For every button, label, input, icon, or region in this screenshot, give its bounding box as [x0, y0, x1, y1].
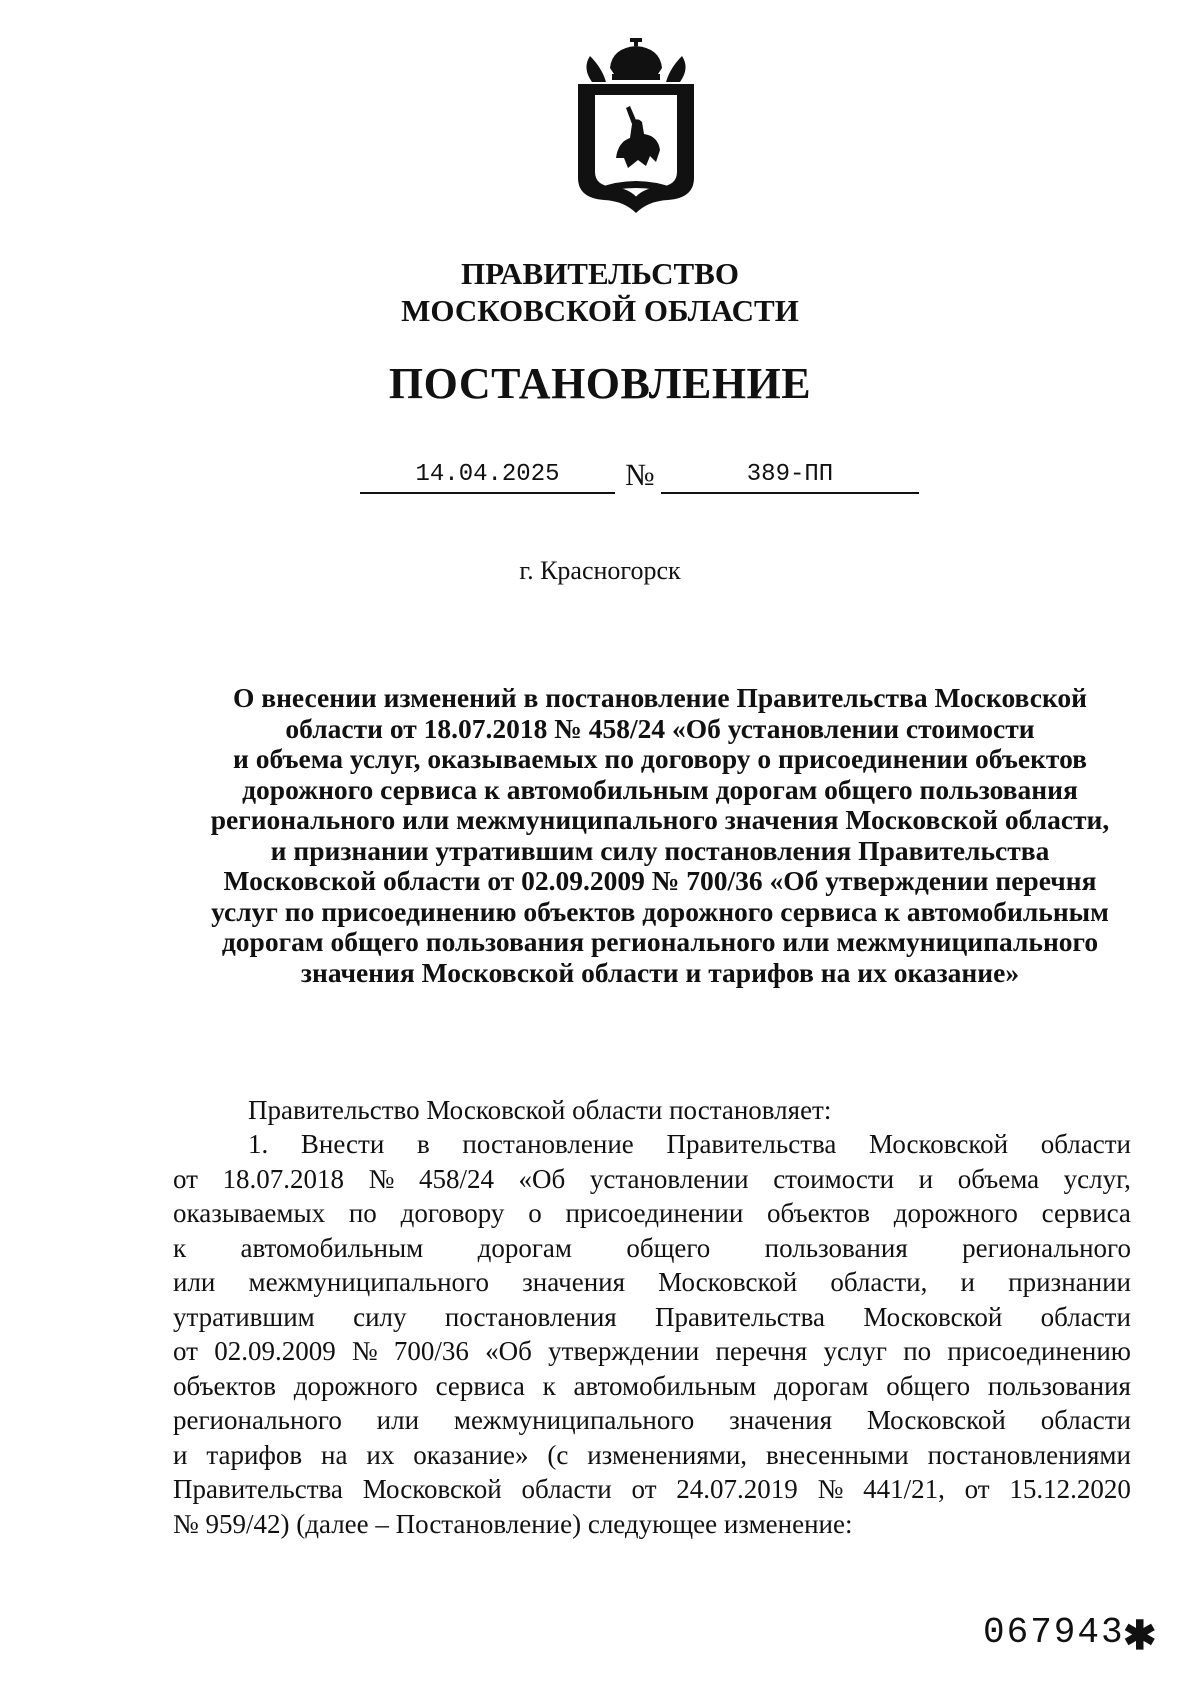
word: Правительства	[173, 1474, 343, 1504]
word: автомобильным	[573, 1370, 757, 1401]
word: Московской	[658, 1267, 798, 1297]
word: Правительства	[655, 1301, 825, 1332]
city-name: г. Красногорск	[519, 556, 681, 585]
word: признании	[1008, 1267, 1131, 1297]
word: Московской	[866, 1405, 1006, 1435]
document-date: 14.04.2025	[360, 458, 615, 494]
word: 15.12.2020	[1009, 1474, 1131, 1504]
word: объектов	[173, 1370, 276, 1401]
word: пользования	[764, 1232, 908, 1263]
word: Московской	[362, 1474, 502, 1504]
word: от	[631, 1474, 657, 1504]
body-paragraph	[173, 1127, 1131, 1541]
word: и	[918, 1163, 934, 1194]
word: от	[173, 1163, 198, 1194]
number-sign: №	[625, 457, 655, 492]
word: от	[964, 1474, 990, 1504]
word: дорогам	[477, 1232, 572, 1263]
word: перечня	[715, 1336, 808, 1366]
word: области,	[830, 1267, 928, 1297]
word: по	[903, 1336, 932, 1366]
word: №	[817, 1474, 844, 1504]
document-number: 389-ПП	[661, 458, 919, 494]
paragraph-line	[173, 1231, 1131, 1266]
word: №	[368, 1163, 395, 1194]
word: постановления	[444, 1301, 617, 1332]
word: общего	[886, 1370, 971, 1401]
word: или	[376, 1405, 420, 1435]
document-type: ПОСТАНОВЛЕНИЕ	[388, 359, 812, 408]
paragraph-line	[173, 1369, 1131, 1404]
word: области	[521, 1474, 612, 1504]
paragraph-line	[173, 1265, 1131, 1300]
word: области	[1040, 1301, 1131, 1332]
word: о	[528, 1198, 542, 1228]
asterisk-mark-icon: ✱	[1123, 1613, 1157, 1658]
word: утверждении	[548, 1336, 700, 1366]
org-name-line1: ПРАВИТЕЛЬСТВО	[461, 256, 739, 291]
serial-number: 067943	[983, 1612, 1125, 1653]
title-line: дорожного сервиса к автомобильным дорогам общего пользования	[242, 773, 1078, 805]
word: 458/24	[418, 1163, 494, 1194]
coat-of-arms-icon	[572, 38, 700, 213]
paragraph-line	[173, 1438, 1131, 1473]
word: в	[416, 1129, 430, 1159]
title-line: области от 18.07.2018 № 458/24 «Об установлении стоимости	[285, 712, 1035, 744]
paragraph-line: № 959/42) (далее – Постановление) следующее изменение:	[173, 1508, 853, 1539]
word: «Об	[485, 1336, 532, 1366]
word: Московской	[869, 1129, 1009, 1159]
word: сервиса	[1041, 1198, 1131, 1228]
title-line: Московской области от 02.09.2009 № 700/36 «Об утверждении перечня	[223, 865, 1097, 896]
word: услуг	[823, 1336, 887, 1366]
word: дорогам	[774, 1370, 869, 1401]
word: присоединении	[565, 1198, 744, 1228]
title-line: регионального или межмуниципального значения Московской области,	[210, 804, 1110, 835]
org-name-line2: МОСКОВСКОЙ ОБЛАСТИ	[401, 293, 799, 328]
word: оказание»	[413, 1439, 529, 1470]
word: и	[173, 1439, 188, 1470]
paragraph-line	[173, 1196, 1131, 1231]
word: постановлениями	[927, 1439, 1131, 1470]
word: их	[366, 1439, 395, 1470]
word: области	[1040, 1405, 1131, 1435]
word: дорожного	[893, 1198, 1018, 1228]
paragraph-line	[173, 1162, 1131, 1197]
title-line: значения Московской области и тарифов на их оказание»	[300, 956, 1020, 988]
word: внесенными	[765, 1439, 909, 1470]
word: постановление	[462, 1129, 634, 1159]
word: дорожного	[293, 1370, 418, 1401]
word: на	[321, 1439, 348, 1470]
word: Правительства	[666, 1129, 837, 1159]
word: «Об	[518, 1163, 566, 1194]
paragraph-line	[173, 1127, 1131, 1162]
word: по	[348, 1198, 377, 1228]
word: услуг,	[1063, 1163, 1131, 1194]
paragraph-line	[173, 1300, 1131, 1335]
word: оказываемых	[173, 1198, 326, 1228]
word: утратившим	[173, 1301, 315, 1332]
word: сервиса	[435, 1370, 525, 1401]
word: договору	[400, 1198, 505, 1228]
word: 700/36	[393, 1336, 469, 1366]
word: к	[542, 1370, 556, 1401]
paragraph-line	[173, 1472, 1131, 1507]
word: 441/21,	[863, 1474, 945, 1504]
word: регионального	[962, 1232, 1131, 1263]
title-line: и объема услуг, оказываемых по договору о присоединении объектов	[232, 743, 1087, 774]
word: стоимости	[773, 1163, 895, 1194]
word: от	[173, 1336, 198, 1366]
title-line: О внесении изменений в постановление Правительства Московской	[232, 682, 1088, 713]
intro-text: Правительство Московской области постановляет:	[248, 1095, 832, 1125]
word: 18.07.2018	[222, 1163, 345, 1194]
word: общего	[626, 1232, 711, 1263]
word: №	[351, 1336, 378, 1366]
word: Внести	[300, 1129, 385, 1159]
word: и	[960, 1267, 975, 1297]
word: изменениями,	[587, 1439, 748, 1470]
paragraph-line	[173, 1403, 1131, 1438]
word: 02.09.2009	[214, 1336, 336, 1366]
title-line: услуг по присоединению объектов дорожного сервиса к автомобильным	[211, 895, 1109, 927]
word: значения	[522, 1267, 626, 1297]
word: объектов	[767, 1198, 871, 1228]
title-line: дорогам общего пользования регионального или межмуниципального	[221, 926, 1099, 957]
word: или	[173, 1267, 216, 1297]
word: установлении	[589, 1163, 749, 1194]
word: тарифов	[206, 1439, 303, 1470]
word: 1.	[248, 1129, 269, 1159]
word: (с	[547, 1439, 569, 1470]
document-title	[200, 683, 1120, 988]
word: области	[1040, 1129, 1131, 1159]
word: Московской	[863, 1301, 1003, 1332]
word: межмуниципального	[248, 1267, 489, 1297]
word: объема	[957, 1163, 1040, 1194]
word: 24.07.2019	[676, 1474, 798, 1504]
word: присоединению	[947, 1336, 1131, 1366]
word: силу	[353, 1301, 407, 1332]
word: к	[173, 1232, 187, 1263]
title-line: и признании утратившим силу постановления Правительства	[270, 834, 1050, 866]
word: значения	[729, 1405, 833, 1435]
word: автомобильным	[240, 1232, 424, 1263]
word: пользования	[987, 1370, 1131, 1401]
word: регионального	[173, 1405, 342, 1435]
paragraph-line	[173, 1334, 1131, 1369]
word: межмуниципального	[453, 1405, 695, 1435]
